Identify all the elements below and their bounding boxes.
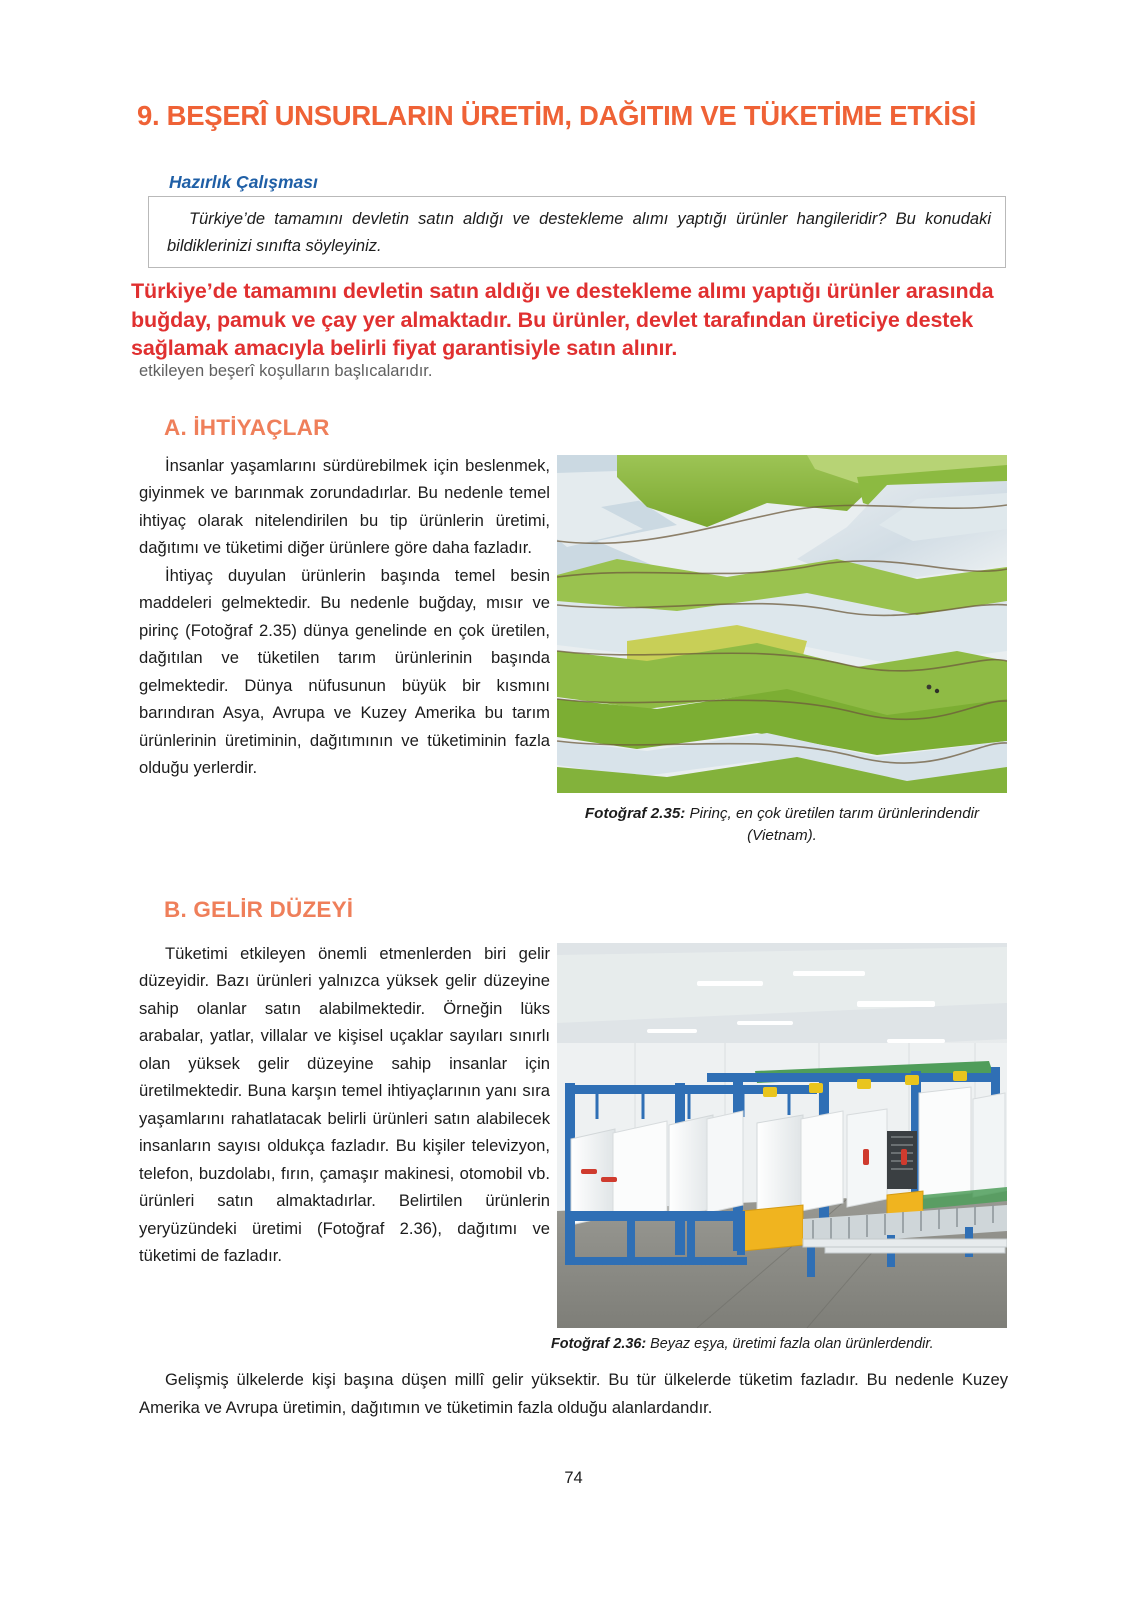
section-b-body	[139, 940, 550, 1269]
section-heading-b: B. GELİR DÜZEYİ	[164, 897, 354, 922]
paragraph: İhtiyaç duyulan ürünlerin başında temel besin maddeleri gelmektedir. Bu nedenle buğday, mısır ve pirinç (Fotoğraf 2.35) dünya genelinde en çok üretilen, dağıtılan ve tüketilen tarım ürünlerinin başında gelmektedir. Dünya nüfusunun büyük bir kısmını barındıran Asya, Avrupa ve Kuzey Amerika bu tarım ürünlerinin üretiminin, dağıtımının ve tüketiminin fazla olduğu yerlerdir.	[139, 565, 550, 777]
caption-label: Fotoğraf 2.35:	[584, 805, 686, 822]
caption-text: Pirinç, en çok üretilen tarım ürünlerindendir (Vietnam).	[685, 805, 980, 845]
appliance-factory-photo	[557, 943, 1007, 1328]
prep-question-box	[148, 196, 1006, 268]
closing-paragraph: Gelişmiş ülkelerde kişi başına düşen millî gelir yüksektir. Bu tür ülkelerde tüketim fazladır. Bu nedenle Kuzey Amerika ve Avrupa üretimin, dağıtımın ve tüketimin fazla olduğu alanlardandır.	[139, 1370, 1008, 1417]
page-number: 74	[564, 1469, 583, 1487]
page-title: 9. BEŞERÎ UNSURLARIN ÜRETİM, DAĞITIM VE TÜKETİME ETKİSİ	[137, 100, 977, 131]
paragraph: Tüketimi etkileyen önemli etmenlerden biri gelir düzeyidir. Bazı ürünleri yalnızca yüksek gelir düzeyine sahip olanlar satın alabilmektedir. Örneğin lüks arabalar, yatlar, villalar ve kişisel uçaklar sayıları sınırlı olan yüksek gelir düzeyine sahip insanlar için üretilmektedir. Buna karşın temel ihtiyaçlarının yanı sıra yaşamlarını rahatlatacak belirli ürünleri satın alabilecek insanların sayısı oldukça fazladır. Bu kişiler televizyon, telefon, buzdolabı, fırın, çamaşır makinesi, otomobil vb. ürünleri satın almaktadırlar. Belirtilen ürünlerin yeryüzündeki üretimi (Fotoğraf 2.36), dağıtımı ve tüketimi de fazladır.	[139, 944, 550, 1265]
page-content	[131, 0, 1016, 1615]
caption-label: Fotoğraf 2.36:	[551, 1336, 647, 1352]
figure-caption-2-36	[551, 1334, 1013, 1355]
section-heading-a: A. İHTİYAÇLAR	[164, 415, 330, 440]
section-a-body	[139, 452, 550, 781]
student-answer-overlay: Türkiye’de tamamını devletin satın aldığı ve destekleme alımı yaptığı ürünler arasında buğday, pamuk ve çay yer almaktadır. Bu ürünler, devlet tarafından üreticiye destek sağlamak amacıyla belirli fiyat garantisiyle satın alınır.	[131, 279, 994, 361]
covered-intro-line: etkileyen beşerî koşulların başlıcalarıdır.	[139, 362, 433, 380]
prep-section-label: Hazırlık Çalışması	[169, 172, 318, 192]
caption-text: Beyaz eşya, üretimi fazla olan ürünlerdendir.	[646, 1336, 934, 1352]
paragraph: İnsanlar yaşamlarını sürdürebilmek için beslenmek, giyinmek ve barınmak zorundadırlar. Bu nedenle temel ihtiyaç olarak nitelendirilen bu tip ürünlerin üretimi, dağıtımı ve tüketimi diğer ürünlere göre daha fazladır.	[139, 456, 550, 558]
prep-question-text: Türkiye’de tamamını devletin satın aldığı ve destekleme alımı yaptığı ürünler hangileridir? Bu konudaki bildiklerinizi sınıfta söyleyiniz.	[167, 210, 991, 255]
figure-caption-2-35	[557, 803, 1007, 847]
rice-terraces-photo	[557, 455, 1007, 793]
